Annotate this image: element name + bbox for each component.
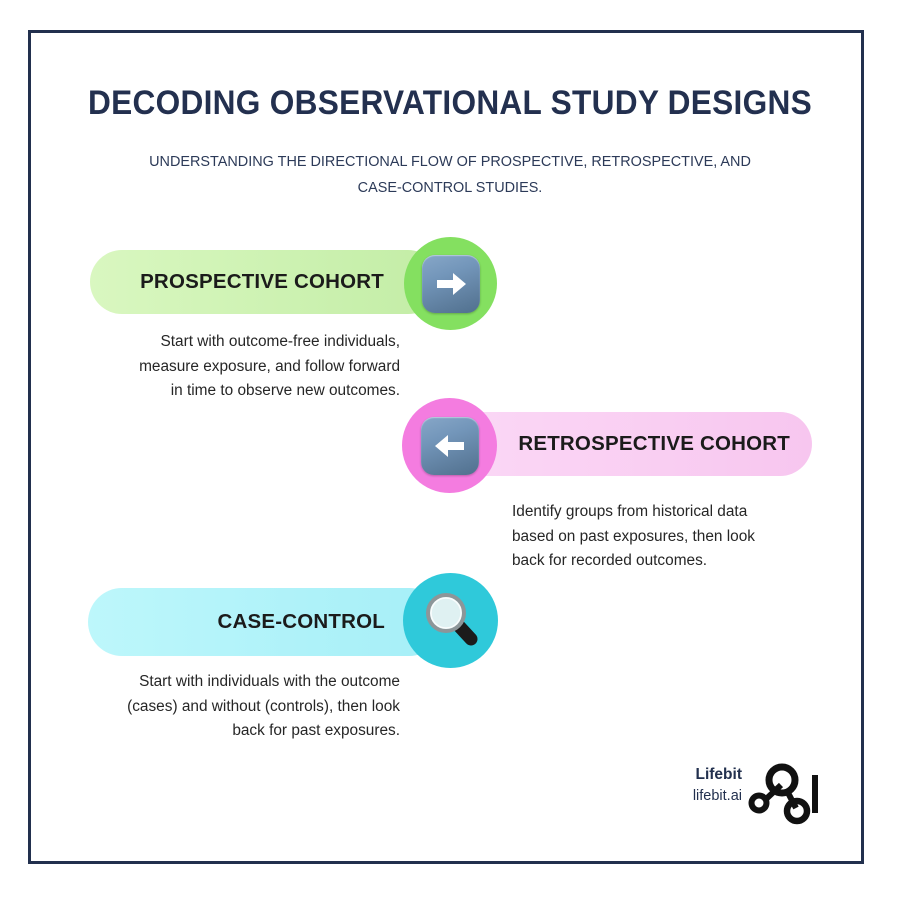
brand-logo-text: [652, 765, 742, 807]
section-label-case-control: CASE-CONTROL: [217, 610, 385, 633]
section-pill-prospective-cohort: [90, 250, 440, 314]
brand-url: lifebit.ai: [692, 788, 742, 804]
icon-badge-retrospective-cohort: [402, 398, 497, 493]
icon-badge-prospective-cohort: [404, 237, 497, 330]
section-description-retrospective-cohort: Identify groups from historical data based on past exposures, then look back for recorded outcomes.: [512, 503, 755, 569]
section-label-retrospective-cohort: RETROSPECTIVE COHORT: [518, 432, 790, 455]
arrow-left-icon: [421, 417, 479, 475]
icon-badge-case-control: [403, 573, 498, 668]
section-label-prospective-cohort: PROSPECTIVE COHORT: [140, 270, 384, 293]
arrow-right-icon: [422, 255, 480, 313]
section-description-case-control: Start with individuals with the outcome (cases) and without (controls), then look back for past exposures.: [127, 673, 400, 739]
page-title: DECODING OBSERVATIONAL STUDY DESIGNS: [88, 84, 812, 122]
magnifier-icon: [419, 586, 483, 655]
brand-name: Lifebit: [695, 766, 742, 783]
page-subtitle: UNDERSTANDING THE DIRECTIONAL FLOW OF PROSPECTIVE, RETROSPECTIVE, AND CASE-CONTROL STUDIES.: [149, 153, 751, 196]
section-pill-case-control: [88, 588, 443, 656]
lifebit-node-graph-icon: [748, 763, 820, 830]
brand-logo: [660, 765, 820, 827]
section-description-prospective-cohort: Start with outcome-free individuals, measure exposure, and follow forward in time to observe new outcomes.: [139, 333, 400, 399]
